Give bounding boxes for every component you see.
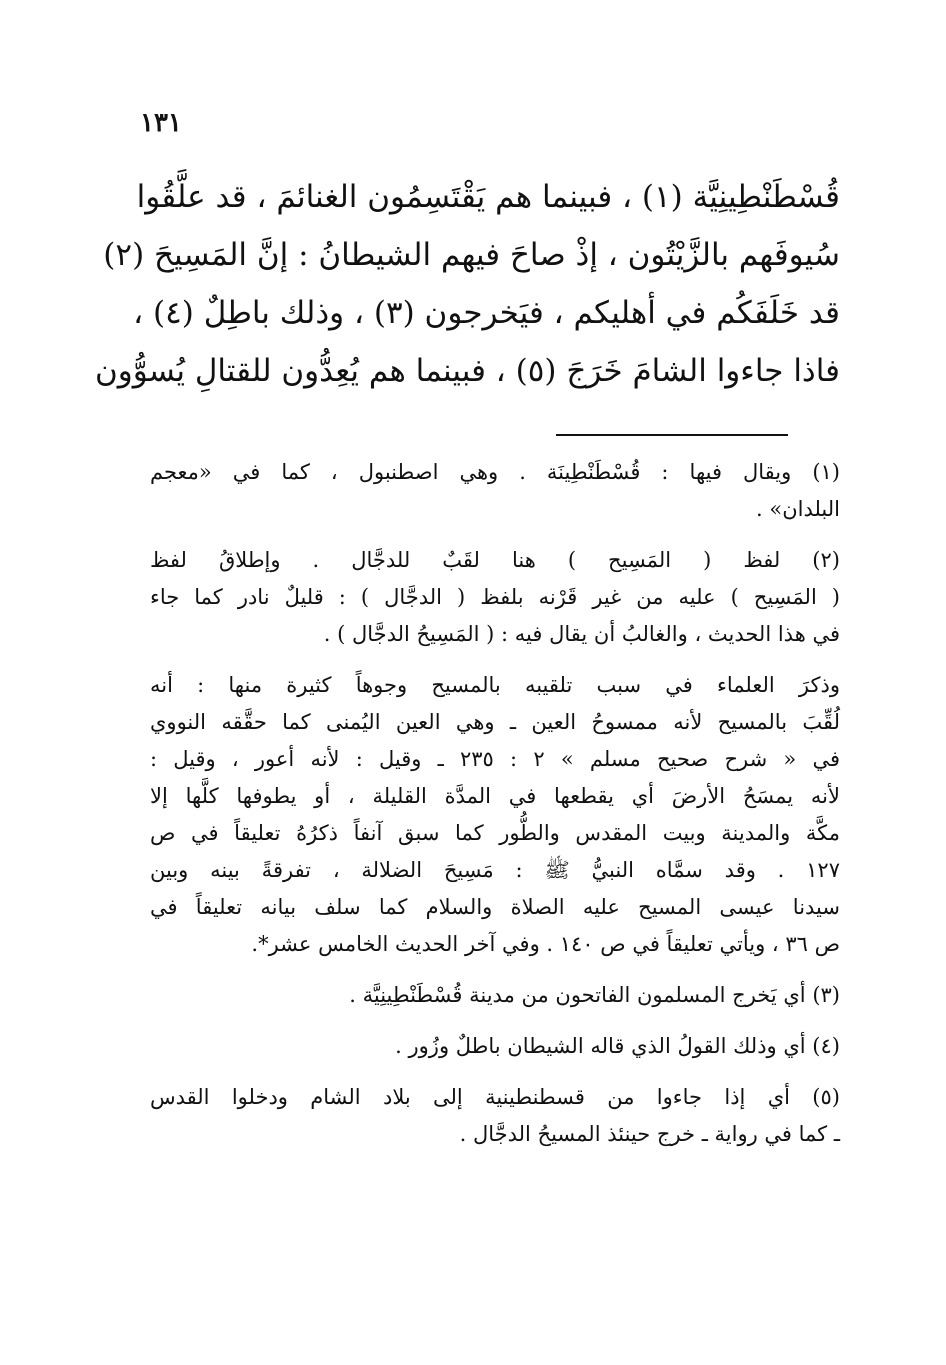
footnote-line: (٥) أي إذا جاءوا من قسطنطينية إلى بلاد الشام ودخلوا القدس — [150, 1085, 840, 1109]
footnote-5 — [150, 1079, 840, 1153]
main-text-line: قد خَلَفَكُم في أهليكم ، فيَخرجون (٣) ، وذلك باطِلٌ (٤) ، — [133, 295, 840, 331]
footnote-line: لأنه يمسَحُ الأرضَ أي يقطعها في المدَّة القليلة ، أو يطوفها كلَّها إلا — [150, 784, 840, 808]
page-number: ١٣١ — [140, 108, 182, 138]
footnote-line: ص ٣٦ ، ويأتي تعليقاً في ص ١٤٠ . وفي آخر الحديث الخامس عشر*. — [251, 932, 840, 956]
footnote-1 — [150, 454, 840, 528]
footnote-3 — [150, 977, 840, 1014]
footnote-line: (٢) لفظ ( المَسِيح ) هنا لقَبٌ للدجَّال . وإطلاقُ لفظ — [150, 548, 840, 572]
footnote-line: (١) ويقال فيها : قُسْطَنْطِينَة . وهي اصطنبول ، كما في «معجم — [150, 460, 840, 484]
main-text-line: قُسْطَنْطِينِيَّة (١) ، فبينما هم يَقْتَسِمُون الغنائمَ ، قد علَّقُوا — [136, 179, 840, 215]
footnote-line: مكَّة والمدينة وبيت المقدس والطُّور كما سبق آنفاً ذكرُهُ تعليقاً في ص — [150, 821, 840, 845]
footnote-2-continuation — [150, 667, 840, 963]
footnote-line: البلدان» . — [756, 497, 840, 521]
footnote-line: ١٢٧ . وقد سمَّاه النبيُّ ﷺ : مَسِيحَ الضلالة ، تفرقةً بينه وبين — [150, 858, 840, 882]
main-text-block — [94, 168, 840, 400]
footnote-4 — [150, 1028, 840, 1065]
footnote-line: (٣) أي يَخرج المسلمون الفاتحون من مدينة قُسْطَنْطِينِيَّة . — [349, 983, 840, 1007]
footnotes-block — [150, 454, 840, 1167]
footnote-2 — [150, 542, 840, 653]
footnote-line: ( المَسِيح ) عليه من غير قَرْنه بلفظ ( الدجَّال ) : قليلٌ نادر كما جاء — [150, 585, 840, 609]
footnote-separator — [556, 434, 788, 436]
main-text-line: سُيوفَهم بالزَّيْتُون ، إذْ صاحَ فيهم الشيطانُ : إنَّ المَسِيحَ (٢) — [103, 237, 840, 273]
footnote-line: وذكرَ العلماء في سبب تلقيبه بالمسيح وجوهاً كثيرة منها : أنه — [150, 673, 840, 697]
footnote-line: في هذا الحديث ، والغالبُ أن يقال فيه : ( المَسِيحُ الدجَّال ) . — [323, 622, 840, 646]
footnote-line: (٤) أي وذلك القولُ الذي قاله الشيطان باطلٌ وزُور . — [395, 1034, 840, 1058]
footnote-line: في « شرح صحيح مسلم » ٢ : ٢٣٥ ـ وقيل : لأنه أعور ، وقيل : — [150, 747, 840, 771]
footnote-line: ـ كما في رواية ـ خرج حينئذ المسيحُ الدجَّال . — [459, 1122, 840, 1146]
footnote-line: لُقِّبَ بالمسيح لأنه ممسوحُ العين ـ وهي العين اليُمنى كما حقَّقه النووي — [150, 710, 840, 734]
footnote-line: سيدنا عيسى المسيح عليه الصلاة والسلام كما سلف بيانه تعليقاً في — [150, 895, 840, 919]
main-text-line: فاذا جاءوا الشامَ خَرَجَ (٥) ، فبينما هم يُعِدُّون للقتالِ يُسوُّون — [94, 353, 840, 389]
